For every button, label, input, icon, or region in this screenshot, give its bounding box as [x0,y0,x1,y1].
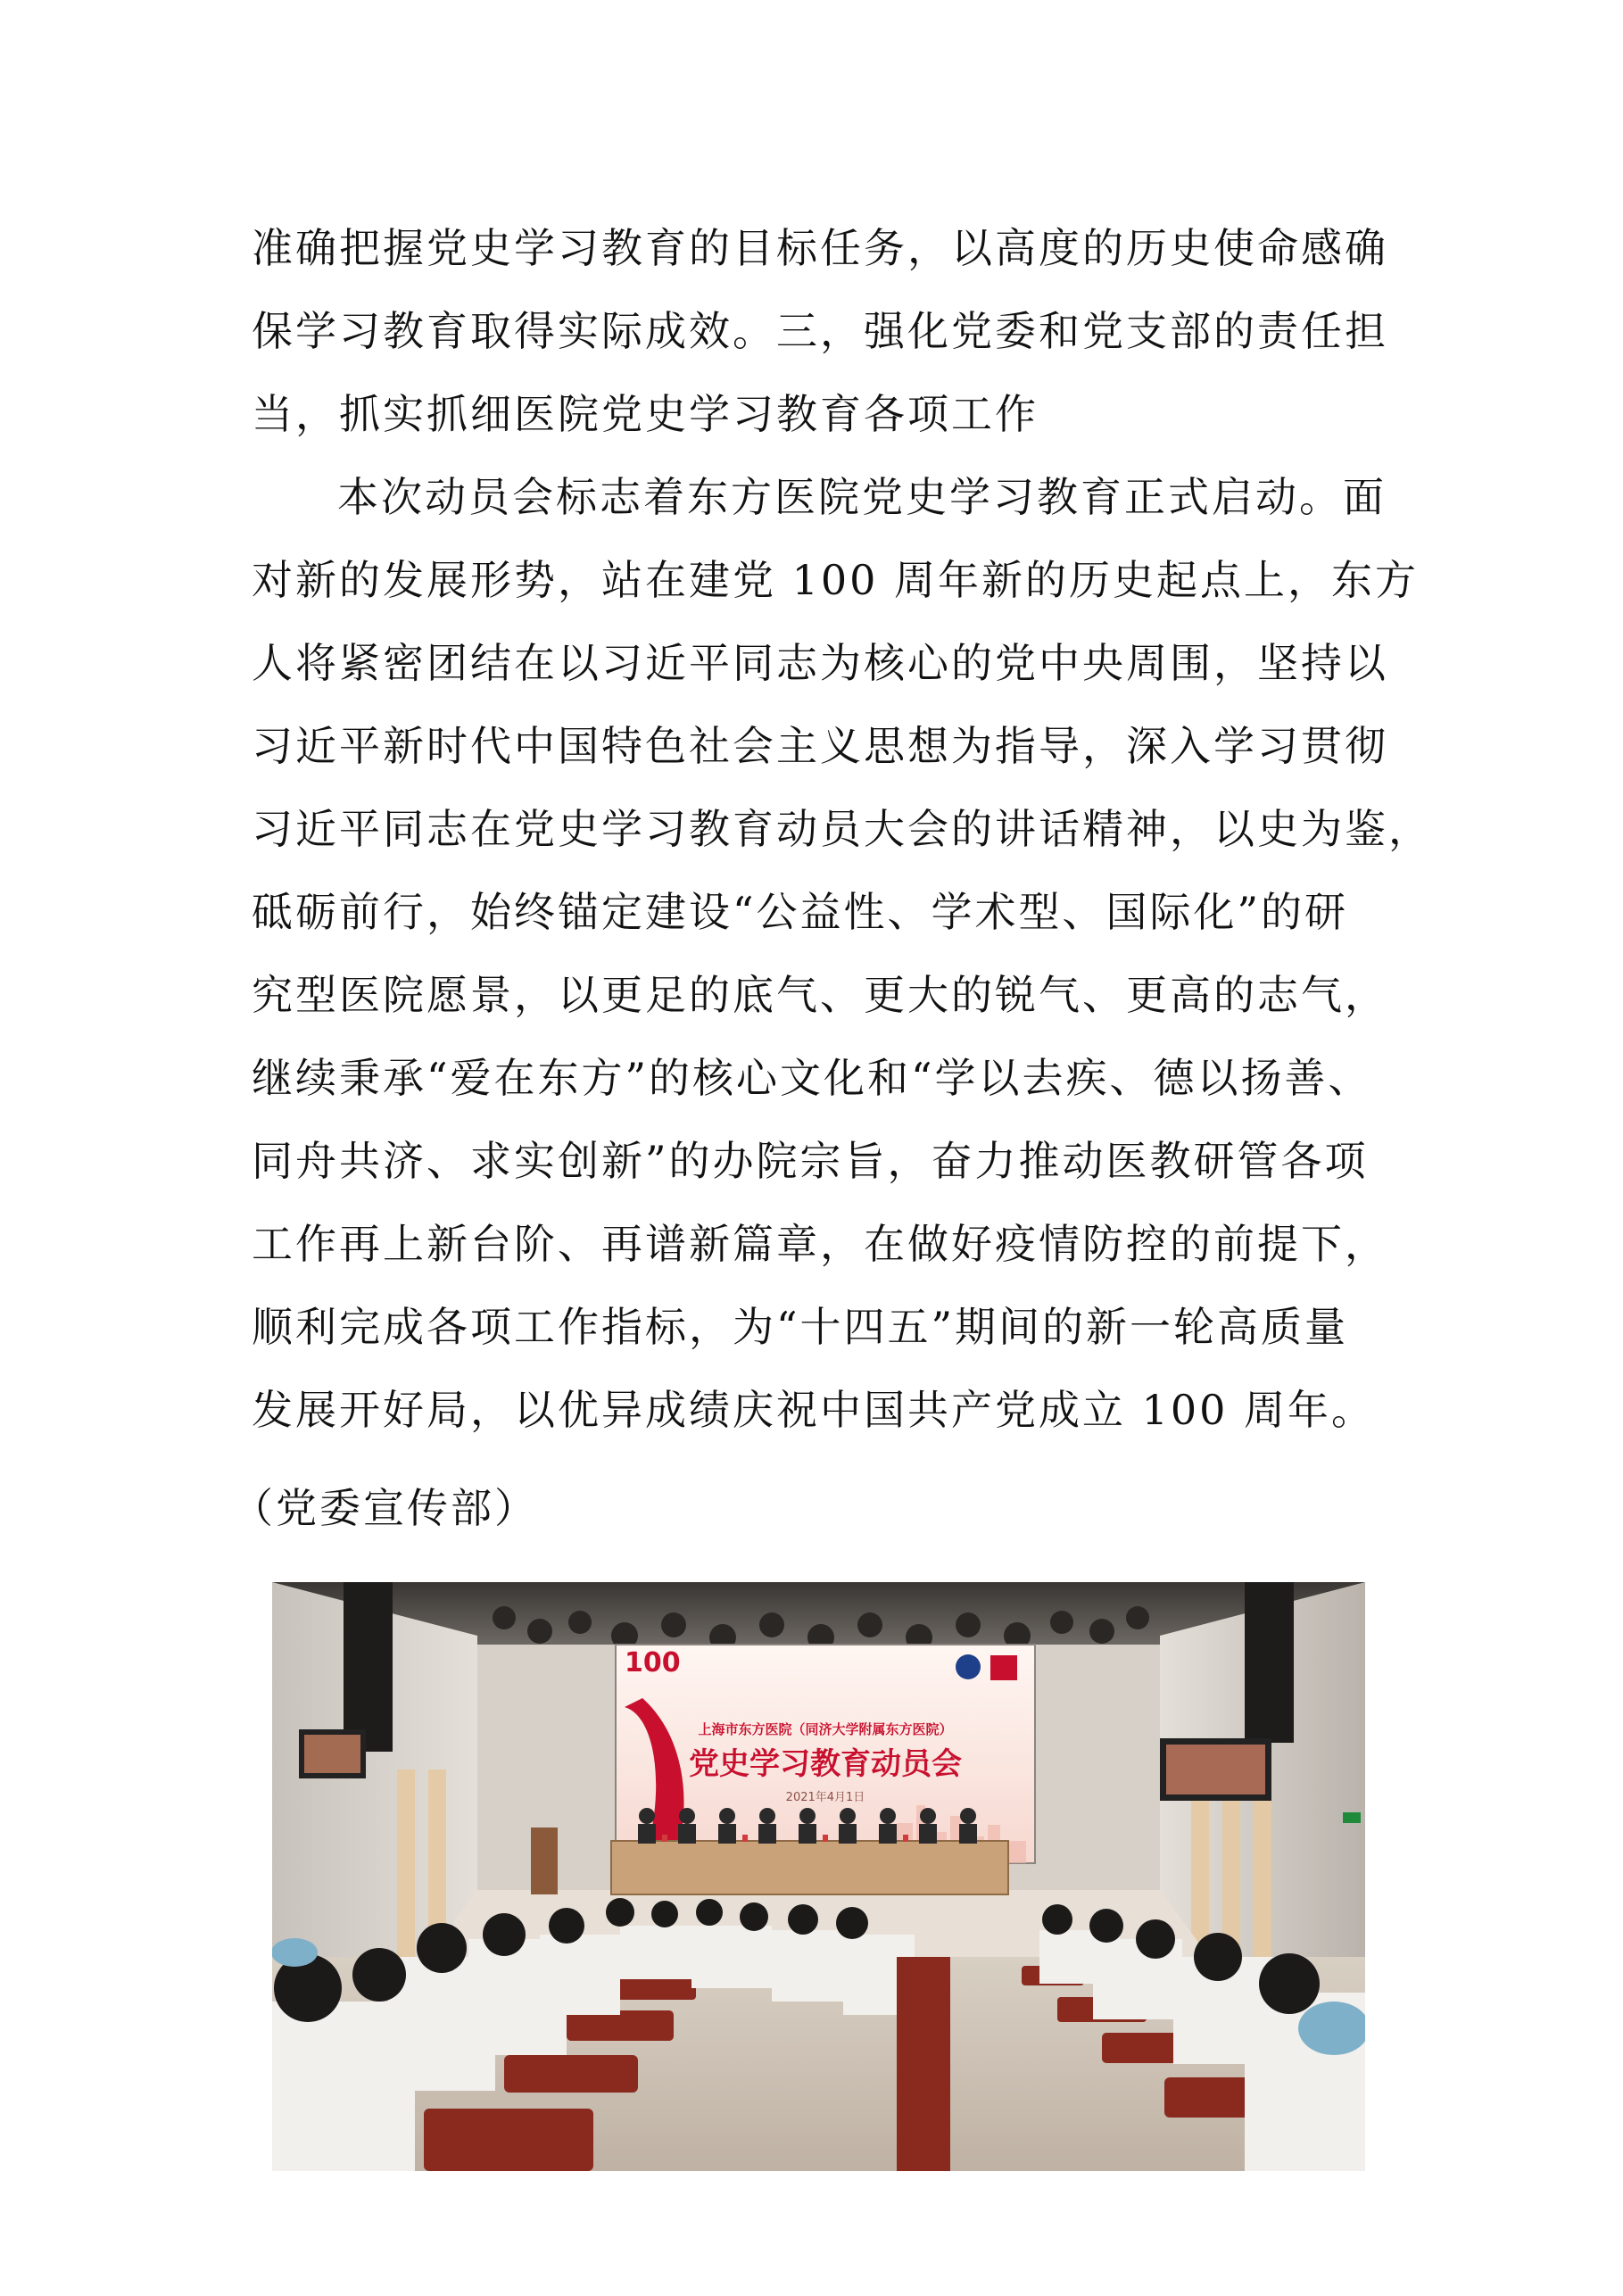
left-monitor-screen [304,1735,360,1773]
screen-date: 2021年4月1日 [785,1791,865,1804]
screen-hospital-name: 上海市东方医院（同济大学附属东方医院） [698,1721,953,1737]
meeting-photo-illustration [272,1582,1365,2171]
right-monitor-screen [1166,1745,1265,1795]
paragraph-2-line-9: 同舟共济、求实创新”的办院宗旨，奋力推动医教研管各项 [252,1137,1369,1185]
paragraph-2-line-12: 发展开好局，以优异成绩庆祝中国共产党成立 100 周年。 [252,1386,1376,1434]
head-table [611,1841,1008,1894]
seated-officials [638,1808,977,1844]
article-body [252,207,1432,1452]
paragraph-2-line-2: 对新的发展形势，站在建党 100 周年新的历史起点上，东方 [252,556,1420,604]
logo-100: 100 [625,1647,681,1678]
right-speaker [1245,1582,1294,1743]
paragraph-1-line-1: 准确把握党史学习教育的目标任务，以高度的历史使命感确 [252,224,1388,272]
left-speaker [344,1582,393,1752]
podium [531,1828,558,1894]
hospital-emblem [956,1654,981,1679]
screen-title: 党史学习教育动员会 [689,1746,962,1782]
paragraph-1-line-3: 当，抓实抓细医院党史学习教育各项工作 [252,390,1039,438]
paragraph-1-line-2: 保学习教育取得实际成效。三，强化党委和党支部的责任担 [252,307,1388,355]
paragraph-2-line-1: 本次动员会标志着东方医院党史学习教育正式启动。面 [337,473,1387,521]
paragraph-2-line-3: 人将紧密团结在以习近平同志为核心的党中央周围，坚持以 [252,639,1388,687]
paragraph-2-line-4: 习近平新时代中国特色社会主义思想为指导，深入学习贯彻 [252,722,1388,770]
paragraph-2-line-10: 工作再上新台阶、再谱新篇章，在做好疫情防控的前提下， [252,1220,1388,1268]
paragraph-2-line-8: 继续秉承“爱在东方”的核心文化和“学以去疾、德以扬善、 [252,1054,1372,1102]
paragraph-2-line-11: 顺利完成各项工作指标，为“十四五”期间的新一轮高质量 [252,1303,1349,1351]
meeting-photo [272,1582,1365,2171]
paragraph-2-line-6: 砥砺前行，始终锚定建设“公益性、学术型、国际化”的研 [252,888,1349,936]
attribution: （党委宣传部） [232,1484,538,1532]
exit-sign [1343,1812,1361,1823]
paragraph-2-line-7: 究型医院愿景，以更足的底气、更大的锐气、更高的志气， [252,971,1388,1019]
paragraph-2-line-5: 习近平同志在党史学习教育动员大会的讲话精神，以史为鉴， [252,805,1432,853]
tongji-logo [990,1655,1017,1680]
